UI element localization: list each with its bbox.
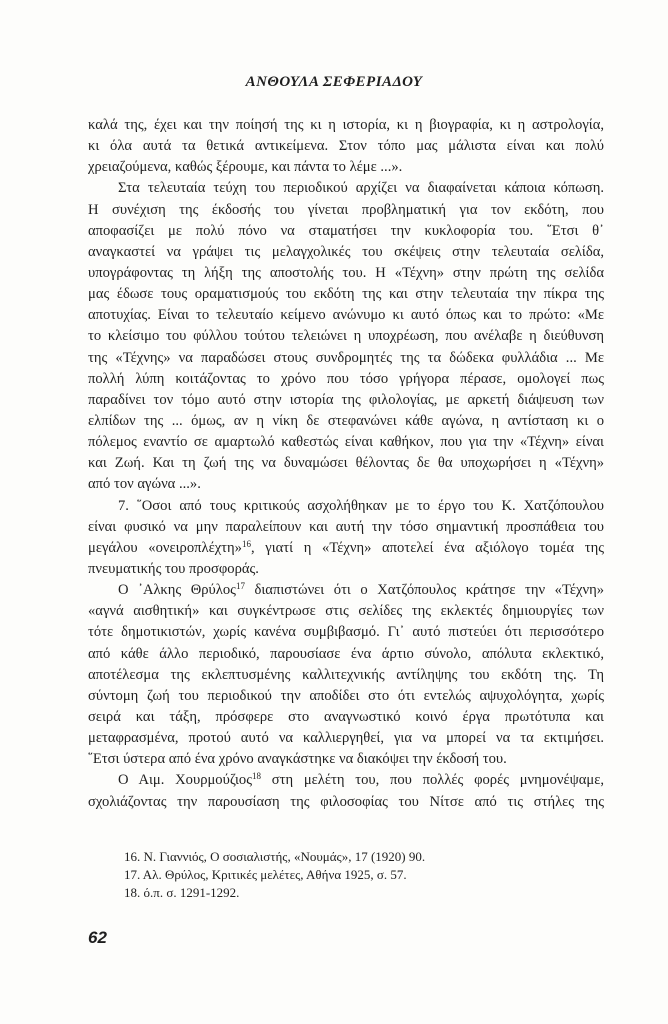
text-line: υπογράφοντας τη λήξη της αποστολής του. Η «Τέχνη» στην πρώτη της σελίδα bbox=[88, 264, 604, 281]
text-line: μεταφρασμένα, προτού αυτό να καλλιεργηθεί, για να μπορεί να τα εκτιμήσει. bbox=[88, 730, 604, 747]
text-line: πόλεμος εναντίο σε αμαρτωλό καθεστώς είναι καθήκον, που για την «Τέχνη» είναι bbox=[88, 434, 604, 451]
body-text bbox=[88, 115, 604, 813]
text-line: σχολιάζοντας την παρουσίαση της φιλοσοφίας του Νίτσε από τις στήλες της bbox=[88, 793, 604, 810]
footnote-18: 18. ό.π. σ. 1291-1292. bbox=[124, 885, 240, 900]
text-line: και Ζωή. Και τη ζωή της να δυναμώσει θέλοντας δε θα υποχωρήσει η «Τέχνη» bbox=[88, 455, 604, 472]
text-line: μας έδωσε τους οραματισμούς του εκδότη της και στην τελευταία την πίκρα της bbox=[88, 286, 604, 303]
text-line: χρειαζούμενα, καθώς ξέρουμε, και πάντα το λέμε ...». bbox=[88, 159, 403, 176]
text-line: καλά της, έχει και την ποίησή της κι η ιστορία, κι η βιογραφία, κι η αστρολογία, bbox=[88, 117, 604, 133]
text-line: ελπίδων της ... όμως, αν η νίκη δε στεφανώνει κάθε αγώνα, η αντίσταση κι ο bbox=[88, 412, 604, 429]
running-header: ΑΝΘΟΥΛΑ ΣΕΦΕΡΙΑΔΟΥ bbox=[245, 74, 423, 90]
text-line: είναι φυσικό να μην παραλείπουν και αυτή την τόσο σημαντική προσπάθεια του bbox=[88, 518, 604, 535]
text-line: «αγνά αισθητική» και συγκέντρωσε στις σελίδες της εκλεκτές δημιουργίες των bbox=[88, 603, 604, 620]
text-line: τότε δημοτικιστών, χωρίς κανένα συμβιβασμό. Γι᾽ αυτό πιστεύει ότι περισσότερο bbox=[88, 624, 604, 641]
text-line: από τον αγώνα ...». bbox=[88, 476, 201, 493]
footnote-ref: 17 bbox=[235, 581, 245, 592]
text-line: Στα τελευταία τεύχη του περιοδικού αρχίζει να διαφαίνεται κάποια κόπωση. bbox=[118, 180, 604, 197]
text-line: 7. ῞Οσοι από τους κριτικούς ασχολήθηκαν με το έργο του Κ. Χατζόπουλου bbox=[118, 497, 604, 514]
text-line: παραδίνει τον τόμο αυτό στην ιστορία της φιλολογίας, με αρκετή διάψευση των bbox=[88, 391, 604, 408]
text-line: Ο ᾽Αλκης Θρύλος$^{17}$ διαπιστώνει ότι ο Χατζόπουλος κράτησε την «Τέχνη» bbox=[118, 581, 604, 599]
text-line: ῞Ετσι ύστερα από ένα χρόνο αναγκάστηκε να διακόψει την έκδοσή του. bbox=[88, 751, 507, 768]
page-number: 62 bbox=[88, 928, 107, 947]
text-line: από κάθε άλλο περιοδικό, παρουσίασε ένα άρτιο σύνολο, απόλυτα εκλεκτικό, bbox=[88, 645, 604, 662]
footnote-17: 17. Αλ. Θρύλος, Κριτικές μελέτες, Αθήνα 1925, σ. 57. bbox=[124, 867, 407, 882]
text-line: το κλείσιμο του φύλλου τούτου τελειώνει η υποχρέωση, που ανέλαβε η διεύθυνση bbox=[88, 328, 604, 345]
footnotes bbox=[124, 848, 425, 902]
text-line: Η συνέχιση της έκδοσής του γίνεται προβληματική για τον εκδότη, που bbox=[88, 201, 604, 218]
text-line: αναγκαστεί να γράψει τις μελαγχολικές του σκέψεις στην τελευταία σελίδα, bbox=[88, 243, 604, 260]
text-line: σειρά και τάξη, πρόσφερε στο αναγνωστικό κοινό έργα πρωτότυπα και bbox=[88, 708, 604, 725]
text-line: αποτέλεσμα της εκλεπτυσμένης καλλιτεχνικής αντίληψης του εκδότη της. Τη bbox=[88, 666, 604, 683]
text-line: κι όλα αυτά τα θετικά αντικείμενα. Στον τόπο μας μάλιστα είναι και πολύ bbox=[88, 138, 604, 155]
text-line: πνευματικής του προσφοράς. bbox=[88, 560, 259, 577]
text-line: σύντομη ζωή του περιοδικού την αποδίδει στο ότι εντελώς αψυχολόγητα, χωρίς bbox=[88, 687, 604, 704]
text-line: αποτυχίας. Είναι το τελευταίο κείμενο ανώνυμο κι αυτό όπως και το πρώτο: «Με bbox=[88, 307, 604, 324]
footnote-ref: 18 bbox=[252, 771, 262, 782]
text-line: αποφασίζει με πολύ πόνο να σταματήσει την κυκλοφορία του. ῞Ετσι θ᾽ bbox=[88, 222, 604, 239]
text-line: Ο Αιμ. Χουρμούζιος$^{18}$ στη μελέτη του, που πολλές φορές μνημονέψαμε, bbox=[118, 771, 604, 789]
text-line: πολλή λύπη κοιτάζοντας το χρόνο που τόσο γρήγορα πέρασε, ομολογεί πως bbox=[88, 370, 604, 387]
text-line: της «Τέχνης» να παραδώσει στους συνδρομητές της τα δώδεκα φυλλάδια ... Με bbox=[88, 349, 604, 366]
text-line: μεγάλου «ονειροπλέχτη»$^{16}$, γιατί η «Τέχνη» αποτελεί ένα αξιόλογο τομέα της bbox=[88, 538, 604, 556]
footnote-16: 16. Ν. Γιαννιός, Ο σοσιαλιστής, «Νουμάς», 17 (1920) 90. bbox=[124, 849, 426, 864]
footnote-ref: 16 bbox=[241, 538, 251, 549]
